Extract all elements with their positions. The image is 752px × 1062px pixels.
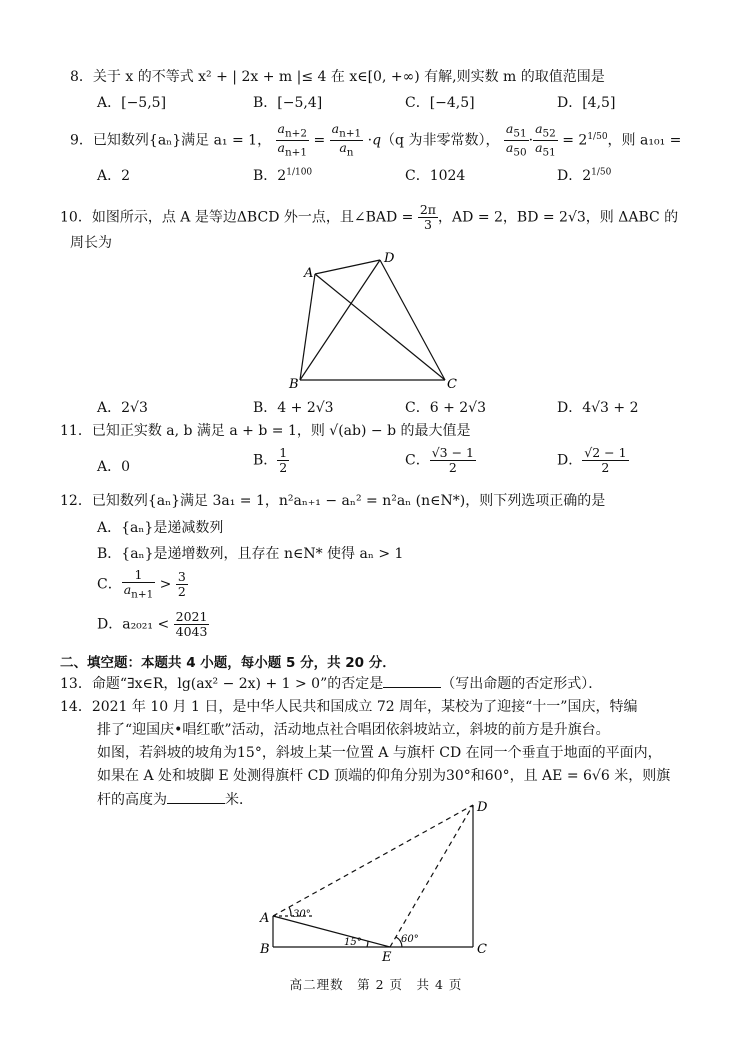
q12-option-c: C． $\frac{1}{a_{n+1}}$ > $\frac{3}{2}$ (97, 567, 186, 601)
angle-arc-15 (367, 941, 368, 947)
q9-option-d: D．$2^{1/50}$ (557, 167, 612, 184)
segment-ab (300, 274, 315, 380)
q14-line2: 排了“迎国庆•唱红歌”活动，活动地点社合唱团依斜坡站立，斜坡的前方是升旗台。 (97, 722, 610, 738)
q12-option-a: A．{aₙ}是递减数列 (97, 520, 224, 536)
q8-option-c: C．[−4,5] (405, 95, 475, 111)
q10-option-b: B．4 + 2√3 (253, 400, 334, 416)
q10-line1: 10．如图所示，点 A 是等边ΔBCD 外一点，且∠BAD = $\frac{2\pi}{3}$ ，AD = 2，BD = 2√3，则 ΔABC 的 (60, 202, 679, 232)
label-e: E (382, 950, 392, 965)
q14-line1: 14．2021 年 10 月 1 日，是中华人民共和国成立 72 周年，某校为了迎接“十一”国庆，特编 (60, 699, 638, 715)
q11-stem: 11．已知正实数 a, b 满足 a + b = 1，则 √(ab) − b 的最大值是 (60, 423, 471, 439)
page-footer: 高二理数 第 2 页 共 4 页 (289, 977, 463, 992)
q8-option-a: A．[−5,5] (97, 95, 167, 111)
label-b: B (289, 377, 299, 392)
q11-option-d: D． $\frac{√2 - 1}{2}$ (557, 445, 627, 475)
q10-angle-fraction: $\frac{2\pi}{3}$ (419, 202, 437, 232)
q9-lead: 9．已知数列{aₙ}满足 a₁ = 1， (70, 132, 272, 149)
q9-option-b: B．$2^{1/100}$ (253, 167, 313, 184)
q10-option-d: D．4√3 + 2 (557, 400, 639, 416)
q10-option-c: C．6 + 2√3 (405, 400, 486, 416)
q8-option-d: D．[4,5] (557, 95, 616, 111)
label-15-degrees: 15° (344, 937, 362, 948)
q9-tail: ，则 a₁₀₁ = (607, 132, 682, 149)
q14-figure (255, 795, 505, 965)
label-b: B (260, 942, 270, 957)
segment-dc (380, 260, 445, 380)
sight-line-ad (273, 805, 473, 916)
q9-ratio-2: $\frac{a_{n+1}}{a_n}$ (331, 121, 362, 159)
q10-line2: 周长为 (70, 235, 112, 251)
q14-line4: 如果在 A 处和坡脚 E 处测得旗杆 CD 顶端的仰角分别为30°和60°，且 AE = 6√6 米，则旗 (97, 768, 671, 784)
q9-ratio-4: $\frac{a_{52}}{a_{51}}$ (535, 121, 556, 159)
q13-stem: 13．命题“∃x∈R，lg(ax² − 2x) + 1 > 0”的否定是 （写出命题的否定形式）． (60, 676, 603, 692)
label-a: A (304, 266, 314, 281)
q14-line5: 杆的高度为 米． (97, 792, 253, 808)
q9-stem: 9．已知数列{aₙ}满足 a₁ = 1， $\frac{a_{n+2}}{a_{n+1}}$ = $\frac{a_{n+1}}{a_n}$ ·q（q 为非零常数）， $\frac{a_{51}}{a_{50}}$ · $\frac{a_{52}}{a_{51}}$ = $2^{1/50}$，则 a₁₀₁ = (70, 121, 682, 159)
label-d: D (384, 251, 395, 266)
label-a: A (260, 911, 270, 926)
q11-option-c: C． $\frac{√3 - 1}{2}$ (405, 445, 475, 475)
q14-answer-blank (167, 793, 225, 804)
segment-ad (315, 260, 380, 274)
q8-option-b: B．[−5,4] (253, 95, 323, 111)
q11-option-b: B． $\frac{1}{2}$ (253, 445, 288, 475)
q14-line3: 如图，若斜坡的坡角为15°，斜坡上某一位置 A 与旗杆 CD 在同一个垂直于地面的平面内， (97, 745, 662, 761)
q9-ratio-1: $\frac{a_{n+2}}{a_{n+1}}$ (277, 121, 308, 159)
q12-stem: 12．已知数列{aₙ}满足 3a₁ = 1，n²aₙ₊₁ − aₙ² = n²aₙ (n∈N*)，则下列选项正确的是 (60, 493, 606, 509)
q9-middle: （q 为非零常数）， (381, 132, 500, 149)
q10-figure (285, 248, 475, 393)
q9-option-a: A．2 (97, 168, 131, 184)
label-c: C (447, 377, 457, 392)
label-c: C (477, 942, 487, 957)
angle-arc-30 (289, 907, 291, 916)
segment-ac (315, 274, 445, 380)
q8-stem: 8．关于 x 的不等式 x² + | 2x + m |≤ 4 在 x∈[0, +∞) 有解,则实数 m 的取值范围是 (70, 69, 605, 85)
q10-option-a: A．2√3 (97, 400, 148, 416)
q12-option-b: B．{aₙ}是递增数列，且存在 n∈N* 使得 aₙ > 1 (97, 546, 404, 562)
q9-ratio-3: $\frac{a_{51}}{a_{50}}$ (505, 121, 527, 159)
label-d: D (477, 800, 488, 815)
slope-ae (273, 916, 390, 947)
q11-option-a: A．0 (97, 459, 131, 475)
q13-answer-blank (383, 677, 441, 688)
label-30-degrees: 30° (293, 909, 311, 920)
label-60-degrees: 60° (401, 934, 419, 945)
q12-option-d: D．a₂₀₂₁ < $\frac{2021}{4043}$ (97, 609, 208, 639)
sight-line-ed (390, 805, 473, 947)
section-title-fill-in: 二、填空题：本题共 4 小题，每小题 5 分，共 20 分． (60, 655, 396, 671)
q9-option-c: C．1024 (405, 168, 466, 184)
